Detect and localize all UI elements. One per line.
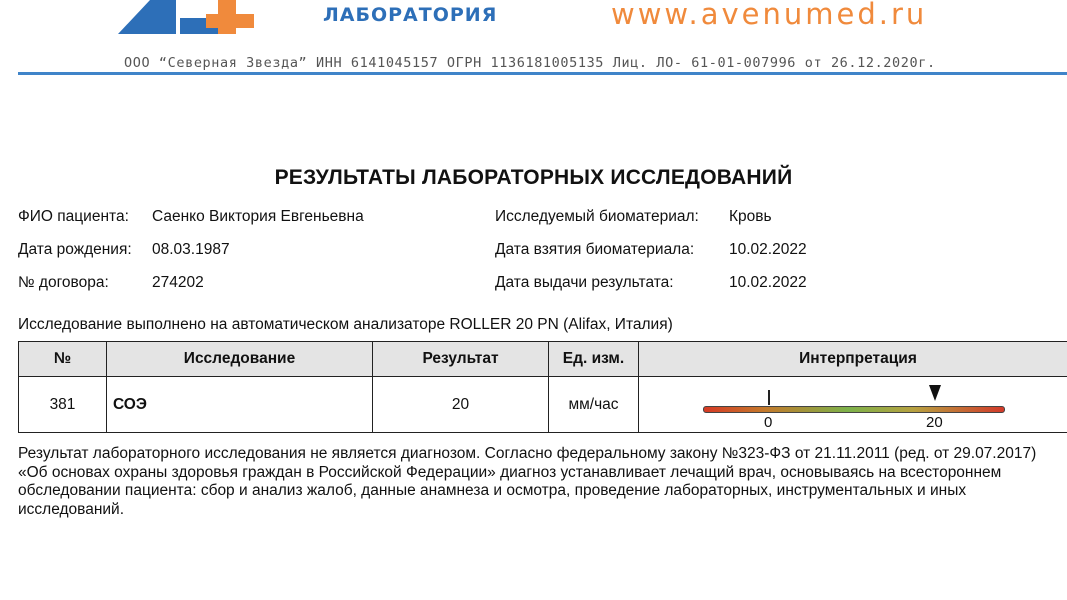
col-header-interpretation: Интерпретация — [639, 342, 1067, 377]
scale-high-label: 20 — [926, 414, 943, 431]
row-interpretation — [639, 377, 1067, 433]
analyzer-note: Исследование выполнено на автоматическом анализаторе ROLLER 20 PN (Alifax, Италия) — [18, 316, 673, 333]
col-header-number: № — [19, 342, 107, 377]
biomaterial-value: Кровь — [729, 208, 772, 225]
scale-low-label: 0 — [764, 414, 773, 431]
col-header-unit: Ед. изм. — [549, 342, 639, 377]
contract-value: 274202 — [152, 274, 204, 291]
row-result: 20 — [373, 377, 549, 433]
header-divider — [18, 72, 1067, 75]
interpretation-scale — [703, 382, 1007, 431]
result-pointer-icon — [929, 385, 941, 401]
lab-logo — [118, 0, 258, 34]
patient-name-label: ФИО пациента: — [18, 208, 129, 225]
col-header-result: Результат — [373, 342, 549, 377]
biomaterial-label: Исследуемый биоматериал: — [495, 208, 699, 225]
patient-name-value: Саенко Виктория Евгеньевна — [152, 208, 364, 225]
dob-label: Дата рождения: — [18, 241, 132, 258]
document-title: РЕЗУЛЬТАТЫ ЛАБОРАТОРНЫХ ИССЛЕДОВАНИЙ — [274, 166, 793, 189]
issue-date-value: 10.02.2022 — [729, 274, 807, 291]
scale-low-tick — [768, 390, 770, 405]
row-test-name: СОЭ — [107, 377, 373, 433]
row-number: 381 — [19, 377, 107, 433]
issue-date-label: Дата выдачи результата: — [495, 274, 674, 291]
table-row — [19, 377, 1067, 433]
table-header-row — [19, 342, 1067, 377]
results-table — [18, 341, 1067, 433]
collection-date-label: Дата взятия биоматериала: — [495, 241, 695, 258]
lab-name: ЛАБОРАТОРИЯ — [323, 4, 498, 26]
col-header-test: Исследование — [107, 342, 373, 377]
collection-date-value: 10.02.2022 — [729, 241, 807, 258]
dob-value: 08.03.1987 — [152, 241, 230, 258]
row-unit: мм/час — [549, 377, 639, 433]
scale-bar — [703, 406, 1005, 413]
contract-label: № договора: — [18, 274, 109, 291]
website-url[interactable]: www.avenumed.ru — [611, 0, 928, 31]
legal-disclaimer: Результат лабораторного исследования не является диагнозом. Согласно федеральному закону №323-ФЗ от 21.11.2011 (ред. от 29.07.2017) «Об основах охраны здоровья граждан в Российской Федерации» диагноз устанавливает лечащий врач, основываясь на всестороннем обследовании пациента: сбор и анализ жалоб, данные анамнеза и осмотра, проведение лабораторных, инструментальных и иных исследований. — [18, 445, 1037, 518]
company-details: ООО “Северная Звезда” ИНН 6141045157 ОГРН 1136181005135 Лиц. ЛО- 61-01-007996 от 26.12.2020г. — [124, 55, 936, 71]
